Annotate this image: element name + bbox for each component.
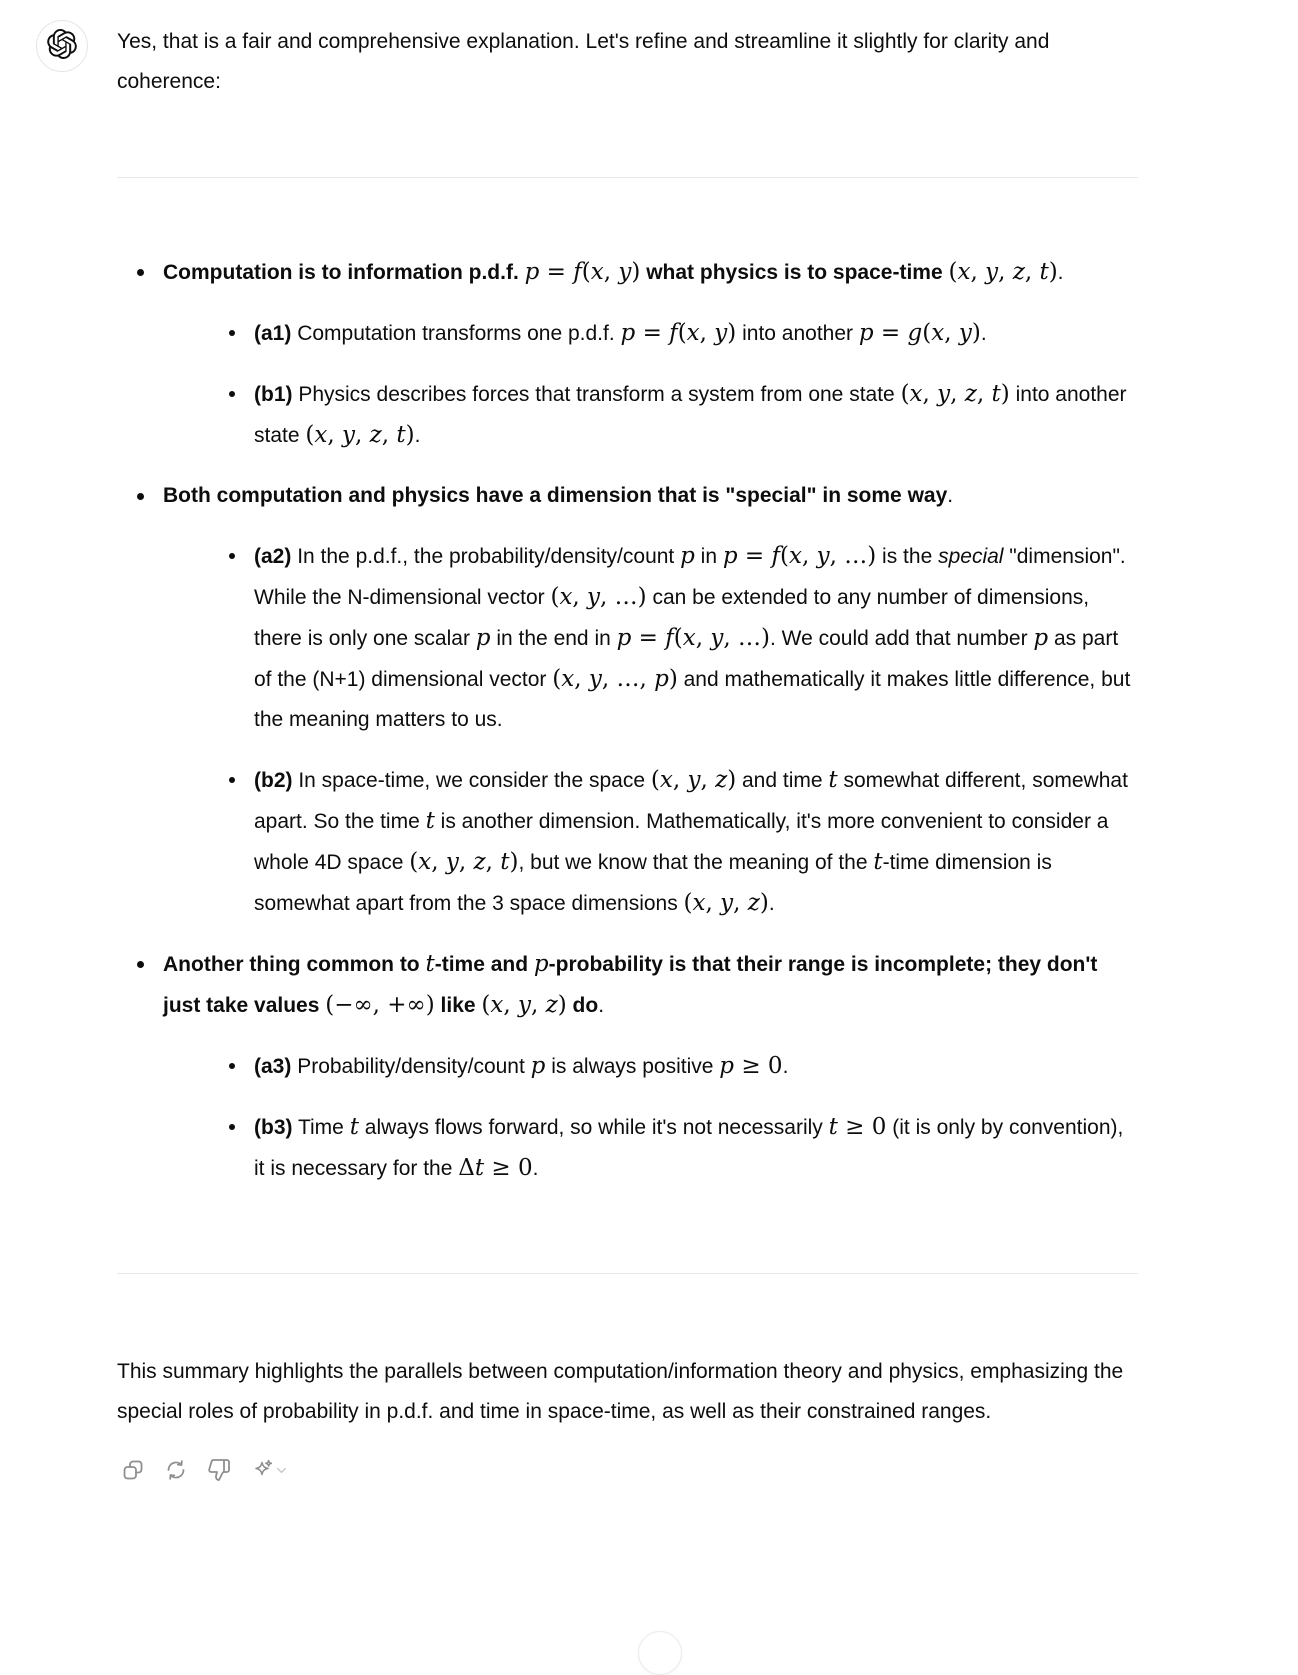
- sub-list-1: [208, 313, 1138, 456]
- sub-item-a3: [208, 1046, 1138, 1087]
- openai-logo-icon: [47, 29, 77, 64]
- sub-item-text: (a3) Probability/density/count p is always positive p ≥ 0.: [254, 1053, 789, 1079]
- scroll-to-bottom-button[interactable]: [638, 1631, 682, 1675]
- sub-item-text: (a2) In the p.d.f., the probability/density/count p in p = f(x, y, …) is the special "dimension". While the N-dimensional vector (x, y, …) can be extended to any number of dimensions, there is only one scalar p in the end in p = f(x, y, …). We could add that number p as part of the (N+1) dimensional vector (x, y, …, p) and mathematically it makes little difference, but the meaning matters to us.: [254, 543, 1131, 731]
- sub-item-b1: [208, 374, 1138, 456]
- copy-icon: [121, 1458, 145, 1482]
- divider-top: [117, 177, 1138, 178]
- sub-item-text: (a1) Computation transforms one p.d.f. p = f(x, y) into another p = g(x, y).: [254, 320, 987, 346]
- sub-item-a2: [208, 536, 1138, 740]
- message-intro: Yes, that is a fair and comprehensive explanation. Let's refine and streamline it slightly for clarity and coherence:: [117, 30, 1050, 93]
- bullet-item-computation-physics: [117, 252, 1138, 456]
- divider-bottom: [117, 1273, 1138, 1274]
- thumbs-down-button[interactable]: [205, 1456, 233, 1484]
- assistant-avatar: [36, 20, 88, 72]
- bullet-item-incomplete-range: [117, 944, 1138, 1189]
- message-summary: This summary highlights the parallels between computation/information theory and physics, emphasizing the special roles of probability in p.d.f. and time in space-time, as well as their constrained ranges.: [117, 1360, 1124, 1423]
- sub-item-b3: [208, 1107, 1138, 1189]
- sub-item-a1: [208, 313, 1138, 354]
- bullet-list: [117, 252, 1138, 1189]
- bullet-item-special-dimension: [117, 476, 1138, 924]
- model-options-button[interactable]: [248, 1456, 291, 1484]
- bullet-title: Computation is to information p.d.f. p = f(x, y) what physics is to space-time (x, y, z, t).: [163, 259, 1064, 285]
- sub-item-text: (b1) Physics describes forces that transform a system from one state (x, y, z, t) into another state (x, y, z, t).: [254, 381, 1127, 448]
- regenerate-button[interactable]: [162, 1456, 190, 1484]
- bullet-title: Both computation and physics have a dimension that is "special" in some way.: [163, 484, 954, 507]
- chevron-down-icon: [274, 1463, 289, 1478]
- sub-item-text: (b3) Time t always flows forward, so while it's not necessarily t ≥ 0 (it is only by convention), it is necessary for the Δt ≥ 0.: [254, 1114, 1124, 1181]
- message-action-bar: [119, 1456, 1138, 1484]
- sub-list-3: [208, 1046, 1138, 1189]
- sub-list-2: [208, 536, 1138, 924]
- sparkle-icon: [250, 1458, 274, 1482]
- sub-item-b2: [208, 760, 1138, 924]
- sub-item-text: (b2) In space-time, we consider the space (x, y, z) and time t somewhat different, somewhat apart. So the time t is another dimension. Mathematically, it's more convenient to consider a whole 4D space (x, y, z, t), but we know that the meaning of the t-time dimension is somewhat apart from the 3 space dimensions (x, y, z).: [254, 767, 1128, 916]
- regenerate-icon: [164, 1458, 188, 1482]
- bullet-title: Another thing common to t-time and p-probability is that their range is incomplete; they don't just take values (−∞, +∞) like (x, y, z) do.: [163, 951, 1098, 1018]
- copy-button[interactable]: [119, 1456, 147, 1484]
- thumbs-down-icon: [207, 1458, 231, 1482]
